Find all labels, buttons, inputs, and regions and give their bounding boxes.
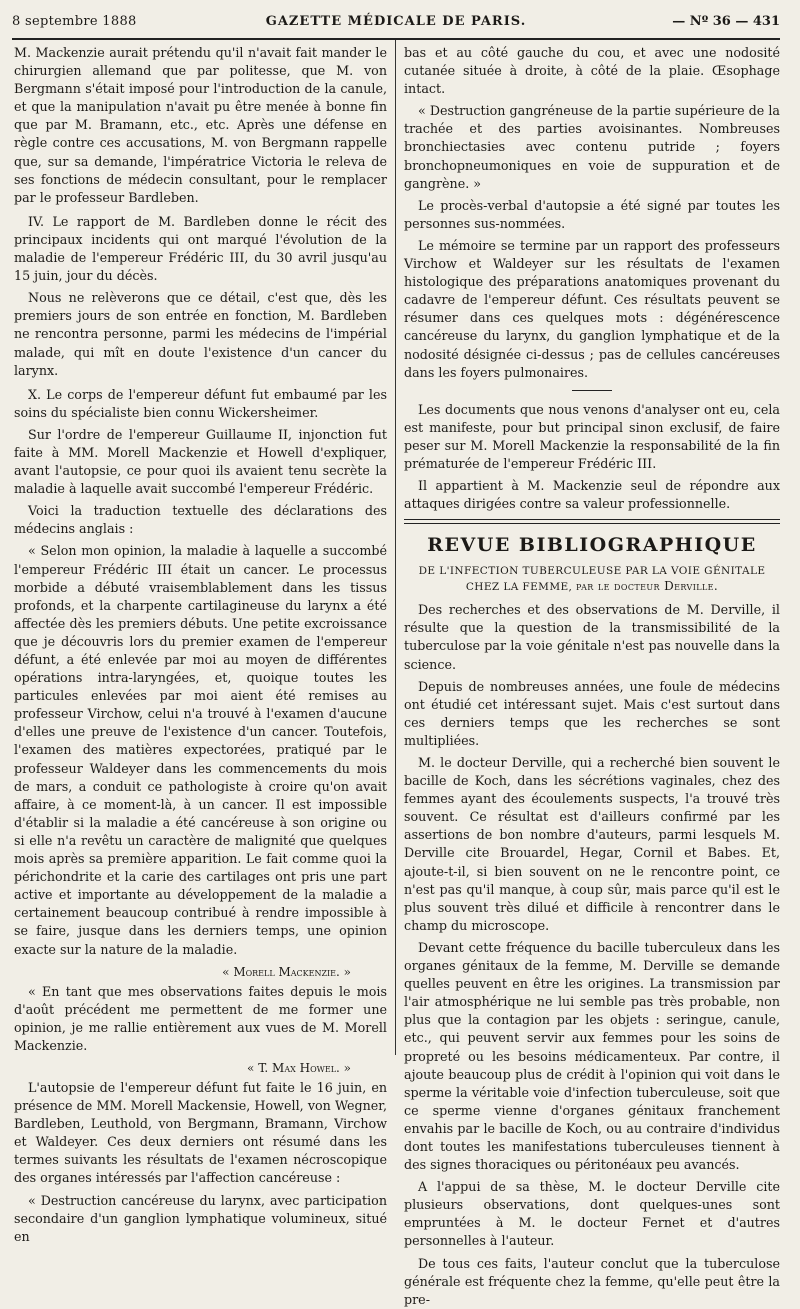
paragraph: Devant cette fréquence du bacille tuberculeux dans les organes génitaux de la femme, M. Derville se demande quelles peuvent en être les origines. La transmission par l'air atmosphérique ne lui semble pas très probable, non plus que la contagion par les objets : seringue, canule, etc., qui peuvent servir aux femmes pour les soins de propreté ou les besoins médicamenteux. Par contre, il ajoute beaucoup plus de crédit à l'opinion qui voit dans le sperme la véritable voie d'infection tuberculeuse, soit que ce sperme vienne d'organes génitaux franchement envahis par le bacille de Koch, ou au contraire d'individus dont toutes les manifestations tuberculeuses tiennent à des signes thoraciques ou péritonéaux peu avancés. bbox=[404, 939, 780, 1173]
columns bbox=[12, 40, 780, 1307]
page-header bbox=[12, 14, 780, 36]
paragraph: Voici la traduction textuelle des déclarations des médecins anglais : bbox=[14, 503, 387, 537]
header-date: 8 septembre 1888 bbox=[12, 14, 137, 29]
paragraph: A l'appui de sa thèse, M. le docteur Derville cite plusieurs observations, dont quelques-unes sont empruntées à M. le docteur Fernet et d'autres personnelles à l'auteur. bbox=[404, 1179, 780, 1249]
quote-paragraph: « En tant que mes observations faites depuis le mois d'août précédent me permettent de me former une opinion, je me rallie entièrement aux vues de M. Morell Mackenzie. bbox=[14, 983, 387, 1053]
section-divider bbox=[572, 390, 612, 391]
paragraph: Nous ne relèverons que ce détail, c'est que, dès les premiers jours de son entrée en fonction, M. Bardleben ne rencontra personne, parmi les médecins de l'impérial malade, qui mît en doute l'existence d'un cancer du larynx. bbox=[14, 290, 387, 378]
paragraph: Il appartient à M. Mackenzie seul de répondre aux attaques dirigées contre sa valeur professionnelle. bbox=[404, 478, 780, 512]
paragraph: Depuis de nombreuses années, une foule de médecins ont étudié cet intéressant sujet. Mais c'est surtout dans ces derniers temps que les recherches se sont multipliées. bbox=[404, 678, 780, 748]
review-section-title: REVUE BIBLIOGRAPHIQUE bbox=[427, 534, 757, 557]
review-article-author: par le docteur Derville. bbox=[576, 579, 719, 594]
review-article-heading bbox=[404, 564, 780, 595]
paragraph: De tous ces faits, l'auteur conclut que la tuberculose générale est fréquente chez la femme, qu'elle peut être la pre- bbox=[404, 1255, 780, 1307]
review-article-title: DE L'INFECTION TUBERCULEUSE PAR LA VOIE GÉNITALE CHEZ LA FEMME, bbox=[418, 565, 766, 594]
paragraph: X. Le corps de l'empereur défunt fut embaumé par les soins du spécialiste bien connu Wickersheimer. bbox=[14, 386, 387, 420]
signature-howel: « T. Max Howel. » bbox=[247, 1060, 351, 1075]
quote-paragraph: « Destruction gangréneuse de la partie supérieure de la trachée et des parties avoisinantes. Nombreuses bronchiectasies avec contenu putride ; foyers bronchopneumoniques en voie de suppuration et de gangrène. » bbox=[404, 103, 780, 191]
quote-paragraph: « Selon mon opinion, la maladie à laquelle a succombé l'empereur Frédéric III était un cancer. Le processus morbide a débuté vraisemblablement dans les tissus profonds, et la charpente cartilagineuse du larynx a été affectée dès les premiers débuts. Une petite excroissance que je découvris lors du premier examen de l'empereur défunt, a été enlevée par moi au moyen de différentes opérations intra-laryngées, et, quoique toutes les particules enlevées par moi aient été remises au professeur Virchow, celui n'a trouvé à l'examen d'aucune d'elles une preuve de l'existence d'un cancer. Toutefois, l'examen des matières expectorées, pratiqué par le professeur Waldeyer dans les commencements du mois de mars, a conduit ce pathologiste à croire qu'on avait affaire, à ce moment-là, à un cancer. Il est impossible d'établir si la maladie a été cancéreuse à son origine ou si elle n'a revêtu un caractère de malignité que quelques mois après sa première apparition. Le fait comme quoi la périchondrite et la carie des cartilages ont pris une part active et importante au développement de la maladie a certainement beaucoup contribué à rendre impossible à se faire, jusque dans les derniers temps, une opinion exacte sur la nature de la maladie. bbox=[14, 543, 387, 957]
paragraph: Des recherches et des observations de M. Derville, il résulte que la question de la transmissibilité de la tuberculose par la voie génitale n'est pas nouvelle dans la science. bbox=[404, 602, 780, 672]
paragraph: IV. Le rapport de M. Bardleben donne le récit des principaux incidents qui ont marqué l'évolution de la maladie de l'empereur Frédéric III, du 30 avril jusqu'au 15 juin, jour du décès. bbox=[14, 213, 387, 284]
journal-title: GAZETTE MÉDICALE DE PARIS. bbox=[265, 14, 527, 29]
paragraph: L'autopsie de l'empereur défunt fut faite le 16 juin, en présence de MM. Morell Mackensie, Howell, von Wegner, Bardleben, Leuthold, von Bergmann, Bramann, Virchow et Waldeyer. Ces deux derniers ont résumé dans les termes suivants les résultats de l'examen nécroscopique des organes intéressés par l'affection cancéreuse : bbox=[14, 1079, 387, 1186]
issue-number: — Nº 36 — 431 bbox=[672, 14, 780, 29]
paragraph: Le mémoire se termine par un rapport des professeurs Virchow et Waldeyer sur les résultats de l'examen histologique des préparations anatomiques provenant du cadavre de l'empereur défunt. Ces résultats peuvent se résumer dans ces quelques mots : dégénérescence cancéreuse du larynx, du ganglion lymphatique et de la nodosité désignée ci-dessus ; pas de cellules cancéreuses dans les foyers pulmonaires. bbox=[404, 237, 780, 380]
paragraph: M. Mackenzie aurait prétendu qu'il n'avait fait mander le chirurgien allemand que par politesse, que M. von Bergmann s'était imposé pour l'introduction de la canule, et que la manipulation n'avait pu être menée à bonne fin que par M. Bramann, etc., etc. Après une défense en règle contre ces accusations, M. von Bergmann rappelle que, sur sa demande, l'impératrice Victoria le releva de ses fonctions de médecin consultant, pour le remplacer par le professeur Bardleben. bbox=[14, 45, 387, 205]
section-double-rule bbox=[404, 519, 780, 524]
paragraph: Les documents que nous venons d'analyser ont eu, cela est manifeste, pour but principal sinon exclusif, de faire peser sur M. Morell Mackenzie la responsabilité de la fin prématurée de l'empereur Frédéric III. bbox=[404, 401, 780, 471]
paragraph: Sur l'ordre de l'empereur Guillaume II, injonction fut faite à MM. Morell Mackenzie et Howell d'expliquer, avant l'autopsie, ce pour quoi ils avaient tenu secrète la maladie à laquelle avait succombé l'empereur Frédéric. bbox=[14, 426, 387, 497]
paragraph: M. le docteur Derville, qui a recherché bien souvent le bacille de Koch, dans les sécrétions vaginales, chez des femmes ayant des écoulements suspects, l'a trouvé très souvent. Ce résultat est d'ailleurs confirmé par les assertions de bon nombre d'auteurs, parmi lesquels M. Derville cite Brouardel, Hegar, Cornil et Babes. Et, ajoute-t-il, si bien souvent on ne le rencontre point, ce n'est pas qu'il manque, à coup sûr, mais parce qu'il est le plus souvent très dilué et difficile à rencontrer dans le champ du microscope. bbox=[404, 755, 780, 933]
left-column bbox=[12, 40, 396, 1244]
signature-mackenzie: « Morell Mackenzie. » bbox=[222, 964, 351, 979]
paragraph: Le procès-verbal d'autopsie a été signé par toutes les personnes sus-nommées. bbox=[404, 197, 780, 231]
paragraph: bas et au côté gauche du cou, et avec une nodosité cutanée située à droite, à côté de la plaie. Œsophage intact. bbox=[404, 45, 780, 97]
right-column bbox=[396, 40, 780, 1307]
quote-paragraph: « Destruction cancéreuse du larynx, avec participation secondaire d'un ganglion lymphatique volumineux, situé en bbox=[14, 1192, 387, 1244]
